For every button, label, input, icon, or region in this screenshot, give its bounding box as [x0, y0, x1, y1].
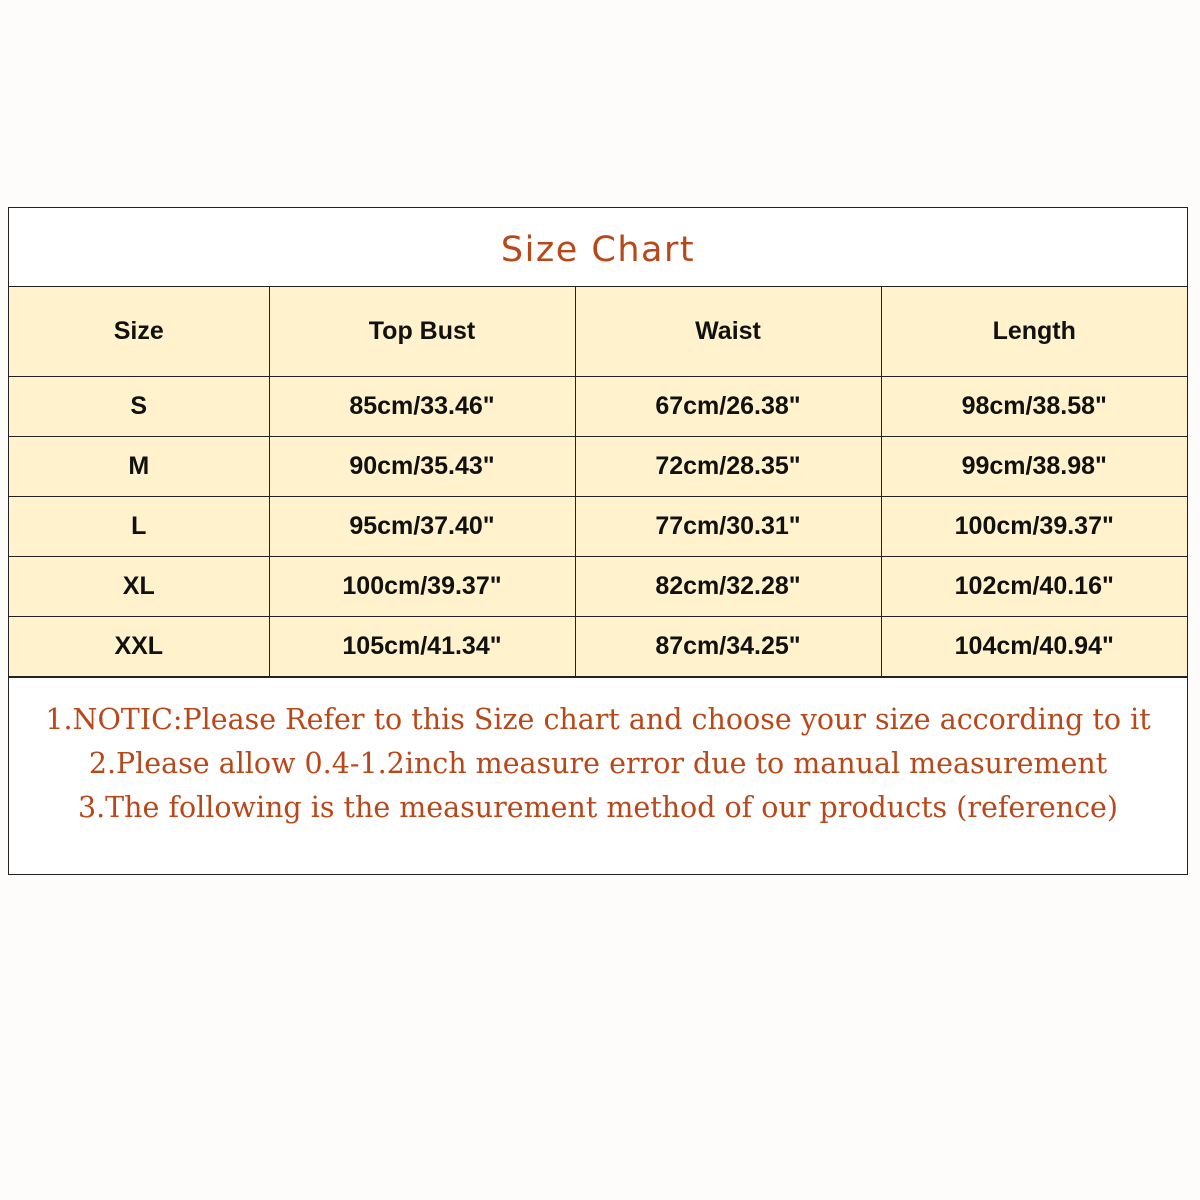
header-size: Size	[9, 287, 269, 377]
cell-size: M	[9, 437, 269, 497]
table-row	[9, 557, 1187, 617]
notes-section	[9, 677, 1187, 830]
table-row	[9, 497, 1187, 557]
size-table	[9, 287, 1187, 677]
cell-length: 98cm/38.58"	[881, 377, 1187, 437]
title-row	[9, 208, 1187, 287]
header-waist: Waist	[575, 287, 881, 377]
note-line-3: 3.The following is the measurement method of our products (reference)	[77, 791, 1119, 824]
note-line-2: 2.Please allow 0.4-1.2inch measure error due to manual measurement	[88, 747, 1108, 780]
cell-waist: 82cm/32.28"	[575, 557, 881, 617]
cell-top-bust: 85cm/33.46"	[269, 377, 575, 437]
cell-top-bust: 90cm/35.43"	[269, 437, 575, 497]
cell-length: 100cm/39.37"	[881, 497, 1187, 557]
cell-waist: 87cm/34.25"	[575, 617, 881, 677]
cell-size: XXL	[9, 617, 269, 677]
header-length: Length	[881, 287, 1187, 377]
table-row	[9, 437, 1187, 497]
cell-size: XL	[9, 557, 269, 617]
cell-size: S	[9, 377, 269, 437]
header-top-bust: Top Bust	[269, 287, 575, 377]
table-row	[9, 617, 1187, 677]
cell-top-bust: 105cm/41.34"	[269, 617, 575, 677]
cell-size: L	[9, 497, 269, 557]
size-chart-card	[8, 207, 1188, 875]
page-title: Size Chart	[500, 230, 696, 270]
cell-top-bust: 100cm/39.37"	[269, 557, 575, 617]
cell-length: 102cm/40.16"	[881, 557, 1187, 617]
note-line-1: 1.NOTIC:Please Refer to this Size chart and choose your size according to it	[45, 703, 1151, 736]
cell-waist: 77cm/30.31"	[575, 497, 881, 557]
cell-waist: 67cm/26.38"	[575, 377, 881, 437]
cell-length: 99cm/38.98"	[881, 437, 1187, 497]
cell-waist: 72cm/28.35"	[575, 437, 881, 497]
table-header-row	[9, 287, 1187, 377]
table-row	[9, 377, 1187, 437]
cell-length: 104cm/40.94"	[881, 617, 1187, 677]
cell-top-bust: 95cm/37.40"	[269, 497, 575, 557]
